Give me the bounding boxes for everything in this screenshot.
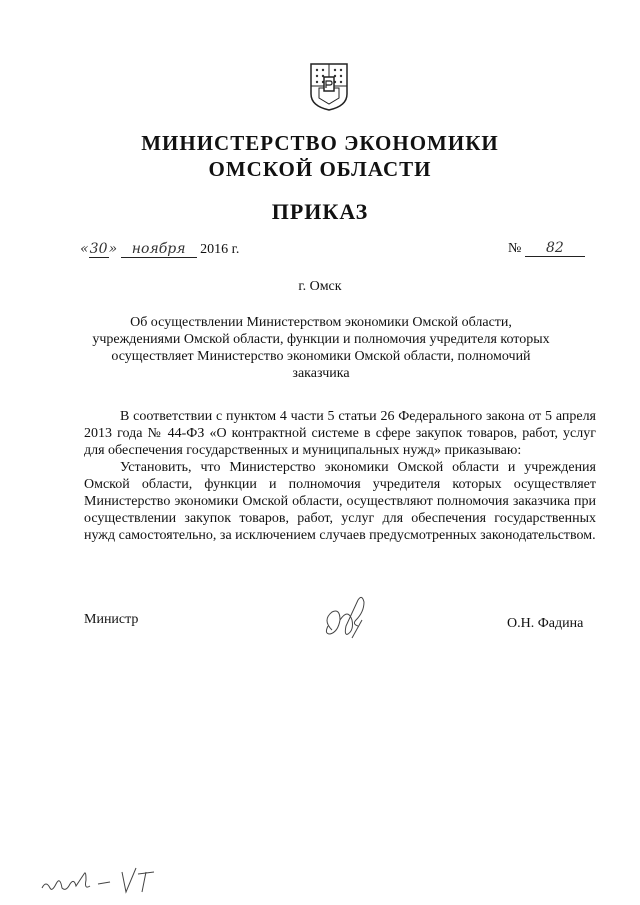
subject-line: заказчика bbox=[292, 366, 350, 381]
body-paragraph-1: В соответствии с пунктом 4 части 5 статьи 26 Федерального закона от 5 апреля 2013 года № 44-ФЗ «О контрактной системе в сфере закупок товаров, работ, услуг для обеспечения государственных и муниципальных нужд» приказываю: bbox=[84, 409, 596, 458]
body-paragraph-2: Установить, что Министерство экономики Омской области и учреждения Омской области, функции и полномочия учредителя которых осуществляет Министерство экономики Омской области, осуществляют полномочия заказчика при осуществлении закупок товаров, работ, услуг для обеспечения государственных нужд самостоятельно, за исключением случаев предусмотренных законодательством. bbox=[84, 460, 596, 543]
subject-line: учреждениями Омской области, функции и полномочия учредителя которых bbox=[92, 332, 550, 347]
signatory-role: Министр bbox=[84, 612, 139, 627]
order-city: г. Омск bbox=[298, 279, 342, 294]
order-number bbox=[508, 241, 585, 257]
order-title: ПРИКАЗ bbox=[271, 199, 369, 224]
order-body bbox=[84, 408, 596, 544]
date-day: 30 bbox=[89, 241, 108, 257]
coat-of-arms-icon bbox=[309, 62, 349, 112]
date-month: ноября bbox=[121, 242, 197, 258]
handwritten-signature-icon bbox=[318, 590, 380, 650]
number-value: 82 bbox=[525, 241, 585, 257]
order-date bbox=[80, 241, 239, 258]
date-year: 2016 г. bbox=[200, 242, 240, 257]
ministry-name-line2: ОМСКОЙ ОБЛАСТИ bbox=[208, 157, 432, 181]
number-label: № bbox=[508, 241, 522, 256]
signatory-name: О.Н. Фадина bbox=[507, 616, 584, 631]
date-open-quote: « bbox=[80, 241, 89, 257]
ministry-name-line1: МИНИСТЕРСТВО ЭКОНОМИКИ bbox=[141, 131, 499, 155]
handwritten-note-scribble bbox=[38, 862, 168, 896]
date-close-quote: » bbox=[108, 241, 118, 257]
subject-line: осуществляет Министерство экономики Омской области, полномочий bbox=[111, 349, 531, 364]
subject-line: Об осуществлении Министерством экономики Омской области, bbox=[130, 315, 512, 330]
order-subject bbox=[86, 314, 556, 382]
